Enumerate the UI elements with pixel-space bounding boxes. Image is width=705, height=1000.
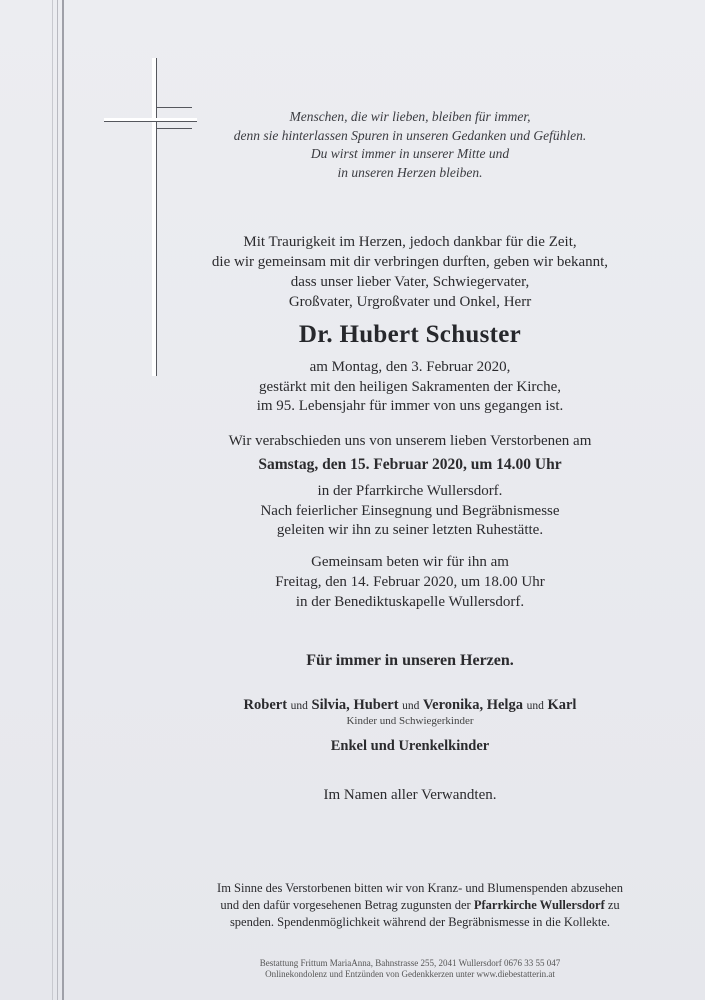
conjunction: und (290, 700, 308, 712)
family-name: Karl (547, 697, 577, 713)
church-name: Pfarrkirche Wullersdorf (473, 898, 605, 912)
quote-line: Menschen, die wir lieben, bleiben für immer, (289, 109, 531, 124)
footer-line: Onlinekondolenz und Entzünden von Gedenkkerzen unter www.diebestatterin.at (265, 969, 555, 979)
intro-line: dass unser lieber Vater, Schwiegervater, (290, 274, 530, 290)
cross-vertical-bar (152, 58, 157, 376)
prayer-line: Freitag, den 14. Februar 2020, um 18.00 Uhr (275, 574, 545, 590)
prayer-line: Gemeinsam beten wir für ihn am (311, 554, 509, 570)
intro-line: die wir gemeinsam mit dir verbringen durften, geben wir bekannt, (211, 254, 609, 270)
prayer-details (170, 552, 650, 612)
grandchildren: Enkel und Urenkelkinder (330, 738, 490, 754)
note-line: spenden. Spendenmöglichkeit während der Begräbnismesse in die Kollekte. (229, 915, 611, 929)
note-text: und den dafür vorgesehenen Betrag zugunsten der (220, 898, 474, 912)
death-line: gestärkt mit den heiligen Sakramenten der Kirche, (259, 378, 561, 395)
death-line: am Montag, den 3. Februar 2020, (309, 359, 511, 375)
family-name: Hubert (353, 697, 399, 713)
funeral-date: Samstag, den 15. Februar 2020, um 14.00 Uhr (258, 456, 562, 473)
church-details (170, 482, 650, 541)
church-line: in der Pfarrkirche Wullersdorf. (317, 483, 503, 499)
church-line: geleiten wir ihn zu seiner letzten Ruhestätte. (276, 522, 544, 538)
quote-line: in unseren Herzen bleiben. (337, 164, 483, 180)
family-names (170, 697, 650, 714)
family-name: Veronika, (423, 697, 484, 713)
conjunction: und (526, 700, 544, 712)
conjunction: und (402, 700, 420, 712)
prayer-line: in der Benediktuskapelle Wullersdorf. (295, 594, 525, 610)
family-name: Robert (243, 697, 288, 713)
note-text: zu (604, 898, 620, 912)
quote-line: Du wirst immer in unserer Mitte und (310, 146, 510, 161)
donation-note (160, 880, 680, 931)
deceased-name: Dr. Hubert Schuster (298, 321, 522, 348)
intro-line: Mit Traurigkeit im Herzen, jedoch dankbar für die Zeit, (243, 234, 577, 250)
farewell-text: Wir verabschieden uns von unserem lieben Verstorbenen am (228, 433, 592, 449)
memorial-quote (170, 108, 650, 182)
motto: Für immer in unseren Herzen. (306, 652, 514, 669)
intro-line: Großvater, Urgroßvater und Onkel, Herr (288, 294, 532, 310)
relation-label: Kinder und Schwiegerkinder (346, 715, 474, 727)
church-line: Nach feierlicher Einsegnung und Begräbnismesse (260, 502, 560, 519)
quote-line: denn sie hinterlassen Spuren in unseren Gedanken und Gefühlen. (233, 127, 587, 143)
announcement-intro (170, 232, 650, 312)
border-line (57, 0, 58, 1000)
death-details (170, 358, 650, 417)
family-name: Silvia, (311, 697, 350, 713)
funeral-home-footer (170, 958, 650, 980)
footer-line: Bestattung Frittum MariaAnna, Bahnstrasse 255, 2041 Wullersdorf 0676 33 55 047 (259, 958, 561, 968)
note-line: Im Sinne des Verstorbenen bitten wir von Kranz- und Blumenspenden abzusehen (217, 881, 623, 895)
family-name: Helga (486, 697, 523, 713)
border-line (52, 0, 53, 1000)
relatives-line: Im Namen aller Verwandten. (323, 787, 497, 803)
border-line (62, 0, 64, 1000)
death-line: im 95. Lebensjahr für immer von uns gegangen ist. (256, 398, 564, 414)
note-line (160, 897, 680, 914)
